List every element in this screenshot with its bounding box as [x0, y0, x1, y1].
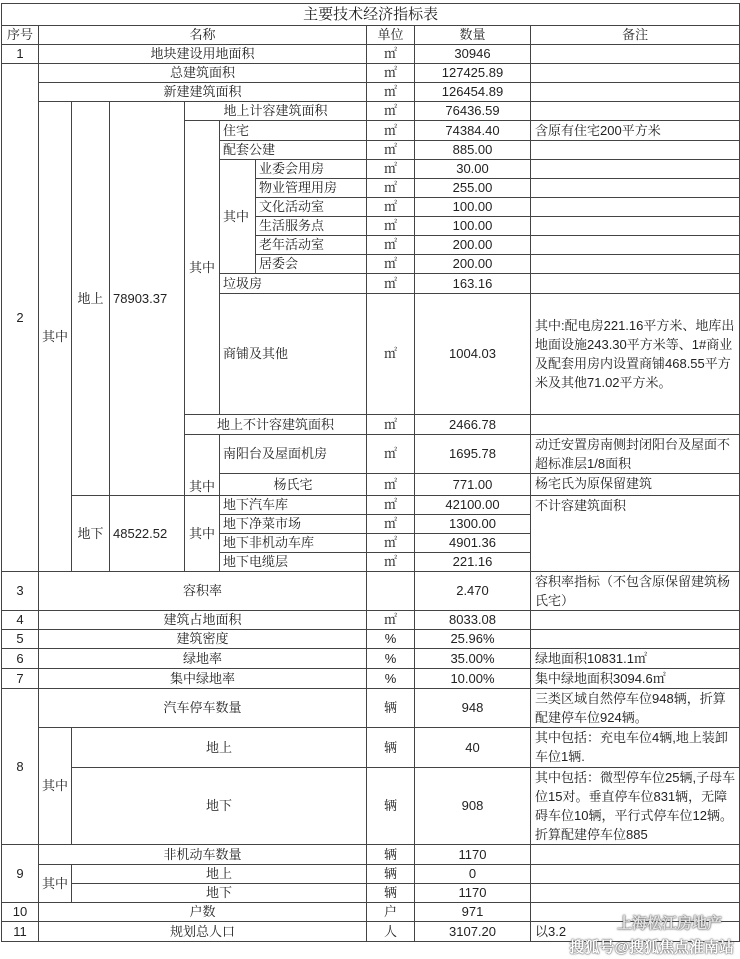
name: 集中绿地率 [39, 669, 367, 689]
qty: 0 [415, 865, 531, 884]
name: 地上 [72, 865, 367, 884]
note: 以3.2 [531, 922, 740, 942]
note [531, 64, 740, 83]
header-note: 备注 [531, 26, 740, 45]
unit: ㎡ [367, 255, 415, 274]
unit [367, 572, 415, 611]
note: 其中包括：微型停车位25辆,子母车位15对。垂直停车位831辆，无障碍车位10辆，平行式停车位12辆。折算配建停车位885 [531, 768, 740, 845]
note [531, 845, 740, 865]
name: 地下汽车库 [220, 496, 367, 515]
qty: 4901.36 [415, 534, 531, 553]
table-row [2, 64, 740, 83]
name: 地上计容建筑面积 [185, 102, 367, 121]
unit: ㎡ [367, 294, 415, 415]
note: 容积率指标（不包含原保留建筑杨氏宅） [531, 572, 740, 611]
unit: ㎡ [367, 611, 415, 630]
qty: 8033.08 [415, 611, 531, 630]
qty: 76436.59 [415, 102, 531, 121]
unit: ㎡ [367, 102, 415, 121]
unit: 辆 [367, 845, 415, 865]
name: 杨氏宅 [220, 474, 367, 496]
note [531, 217, 740, 236]
name: 业委会用房 [256, 160, 367, 179]
qty: 221.16 [415, 553, 531, 572]
seq: 1 [2, 45, 39, 64]
group-label: 其中 [39, 102, 72, 572]
note: 三类区域自然停车位948辆，折算配建停车位924辆。 [531, 689, 740, 728]
unit: 人 [367, 922, 415, 942]
table-row [2, 496, 740, 515]
unit: 户 [367, 903, 415, 922]
table-row [2, 768, 740, 845]
table-row [2, 689, 740, 728]
seq: 10 [2, 903, 39, 922]
note [531, 141, 740, 160]
note: 不计容建筑面积 [531, 496, 740, 572]
note: 其中:配电房221.16平方米、地库出地面设施243.30平方米等、1#商业及配套用房内设置商铺468.55平方米及其他71.02平方米。 [531, 294, 740, 415]
note [531, 630, 740, 649]
name: 建筑占地面积 [39, 611, 367, 630]
note [531, 884, 740, 903]
note [531, 102, 740, 121]
group-label: 其中 [185, 435, 220, 496]
seq: 8 [2, 689, 39, 845]
name: 商铺及其他 [220, 294, 367, 415]
unit: ㎡ [367, 496, 415, 515]
unit: ㎡ [367, 553, 415, 572]
seq: 11 [2, 922, 39, 942]
note [531, 274, 740, 294]
qty: 163.16 [415, 274, 531, 294]
note [531, 83, 740, 102]
name: 规划总人口 [39, 922, 367, 942]
qty: 42100.00 [415, 496, 531, 515]
name: 总建筑面积 [39, 64, 367, 83]
name: 生活服务点 [256, 217, 367, 236]
seq: 2 [2, 64, 39, 572]
unit: % [367, 669, 415, 689]
unit: ㎡ [367, 160, 415, 179]
unit: 辆 [367, 884, 415, 903]
name: 非机动车数量 [39, 845, 367, 865]
note: 集中绿地面积3094.6㎡ [531, 669, 740, 689]
name: 物业管理用房 [256, 179, 367, 198]
unit: ㎡ [367, 474, 415, 496]
name: 建筑密度 [39, 630, 367, 649]
qty: 35.00% [415, 649, 531, 669]
group-label: 其中 [185, 121, 220, 415]
unit: ㎡ [367, 534, 415, 553]
note: 动迁安置房南侧封闭阳台及屋面不超标准层1/8面积 [531, 435, 740, 474]
qty: 74384.40 [415, 121, 531, 141]
qty: 10.00% [415, 669, 531, 689]
qty: 100.00 [415, 217, 531, 236]
seq: 4 [2, 611, 39, 630]
qty: 771.00 [415, 474, 531, 496]
name: 地下净菜市场 [220, 515, 367, 534]
qty: 200.00 [415, 236, 531, 255]
table-row [2, 884, 740, 903]
table-row [2, 728, 740, 768]
note [531, 611, 740, 630]
economic-indicators-table [1, 3, 740, 942]
name: 新建建筑面积 [39, 83, 367, 102]
qty: 1004.03 [415, 294, 531, 415]
unit: 辆 [367, 865, 415, 884]
qty: 908 [415, 768, 531, 845]
unit: ㎡ [367, 198, 415, 217]
unit: ㎡ [367, 274, 415, 294]
unit: 辆 [367, 689, 415, 728]
qty: 2.470 [415, 572, 531, 611]
name: 地下 [72, 768, 367, 845]
unit: ㎡ [367, 141, 415, 160]
table-row [2, 845, 740, 865]
unit: ㎡ [367, 217, 415, 236]
header-unit: 单位 [367, 26, 415, 45]
unit: ㎡ [367, 515, 415, 534]
unit: ㎡ [367, 64, 415, 83]
name: 住宅 [220, 121, 367, 141]
table-row [2, 649, 740, 669]
group-label: 地上 [72, 102, 110, 496]
table-row [2, 572, 740, 611]
name: 汽车停车数量 [39, 689, 367, 728]
table-row [2, 611, 740, 630]
qty: 200.00 [415, 255, 531, 274]
qty: 1695.78 [415, 435, 531, 474]
group-label: 其中 [185, 496, 220, 572]
qty: 1170 [415, 845, 531, 865]
unit: ㎡ [367, 121, 415, 141]
qty: 971 [415, 903, 531, 922]
seq: 9 [2, 845, 39, 903]
seq: 6 [2, 649, 39, 669]
qty: 885.00 [415, 141, 531, 160]
unit: ㎡ [367, 236, 415, 255]
note [531, 415, 740, 435]
unit: 辆 [367, 728, 415, 768]
group-qty: 78903.37 [110, 102, 185, 496]
qty: 127425.89 [415, 64, 531, 83]
unit: ㎡ [367, 83, 415, 102]
table-title: 主要技术经济指标表 [2, 4, 740, 26]
name: 配套公建 [220, 141, 367, 160]
unit: ㎡ [367, 179, 415, 198]
seq: 7 [2, 669, 39, 689]
group-label: 其中 [39, 865, 72, 903]
table-row [2, 102, 740, 121]
name: 垃圾房 [220, 274, 367, 294]
group-qty: 48522.52 [110, 496, 185, 572]
note [531, 179, 740, 198]
group-label: 地下 [72, 496, 110, 572]
group-label: 其中 [220, 160, 256, 274]
qty: 30946 [415, 45, 531, 64]
unit: % [367, 630, 415, 649]
table-row [2, 630, 740, 649]
name: 老年活动室 [256, 236, 367, 255]
qty: 1170 [415, 884, 531, 903]
note [531, 198, 740, 217]
qty: 126454.89 [415, 83, 531, 102]
name: 地下非机动车库 [220, 534, 367, 553]
seq: 5 [2, 630, 39, 649]
unit: ㎡ [367, 45, 415, 64]
watermark-line1: 上海松江房地产 [616, 915, 722, 932]
qty: 30.00 [415, 160, 531, 179]
table-row [2, 865, 740, 884]
qty: 40 [415, 728, 531, 768]
name: 地上 [72, 728, 367, 768]
watermark-line2: 搜狐号@搜狐焦点淮南站 [569, 939, 734, 956]
header-qty: 数量 [415, 26, 531, 45]
name: 南阳台及屋面机房 [220, 435, 367, 474]
note [531, 865, 740, 884]
name: 地上不计容建筑面积 [185, 415, 367, 435]
name: 容积率 [39, 572, 367, 611]
unit: ㎡ [367, 435, 415, 474]
note: 其中包括：充电车位4辆,地上装卸车位1辆. [531, 728, 740, 768]
header-name: 名称 [39, 26, 367, 45]
note [531, 45, 740, 64]
qty: 948 [415, 689, 531, 728]
qty: 2466.78 [415, 415, 531, 435]
name: 绿地率 [39, 649, 367, 669]
note: 含原有住宅200平方米 [531, 121, 740, 141]
table-row [2, 83, 740, 102]
note [531, 160, 740, 179]
name: 户数 [39, 903, 367, 922]
name: 地下电缆层 [220, 553, 367, 572]
note [531, 236, 740, 255]
name: 地下 [72, 884, 367, 903]
qty: 100.00 [415, 198, 531, 217]
name: 居委会 [256, 255, 367, 274]
qty: 3107.20 [415, 922, 531, 942]
group-label: 其中 [39, 728, 72, 845]
header-seq: 序号 [2, 26, 39, 45]
name: 文化活动室 [256, 198, 367, 217]
note: 绿地面积10831.1㎡ [531, 649, 740, 669]
qty: 25.96% [415, 630, 531, 649]
note [531, 255, 740, 274]
unit: ㎡ [367, 415, 415, 435]
note: 杨宅氏为原保留建筑 [531, 474, 740, 496]
unit: % [367, 649, 415, 669]
name: 地块建设用地面积 [39, 45, 367, 64]
table-row [2, 669, 740, 689]
seq: 3 [2, 572, 39, 611]
qty: 1300.00 [415, 515, 531, 534]
table-row [2, 45, 740, 64]
unit: 辆 [367, 768, 415, 845]
qty: 255.00 [415, 179, 531, 198]
